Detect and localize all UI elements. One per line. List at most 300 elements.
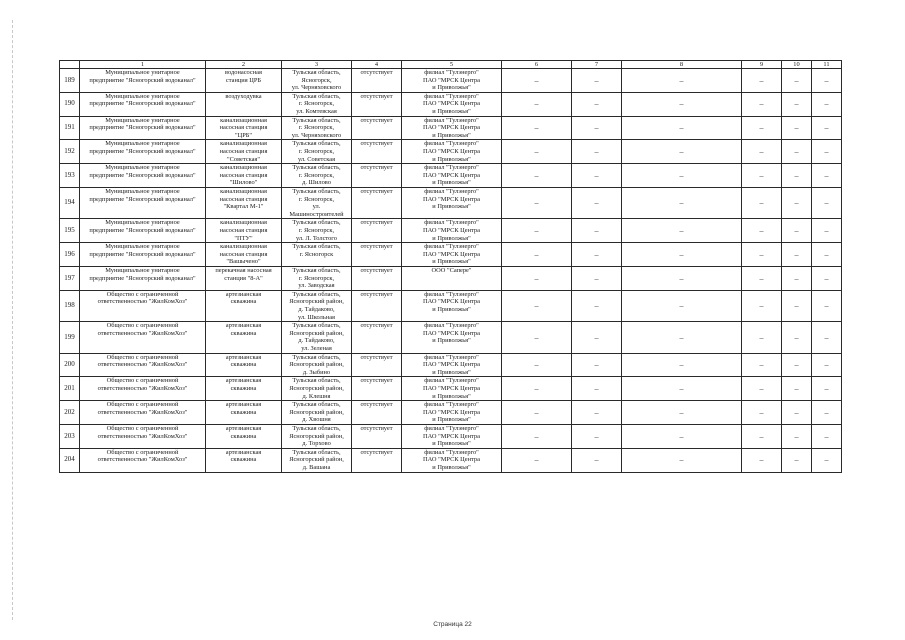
dash-cell-8: – xyxy=(622,116,742,140)
object-cell xyxy=(206,219,282,243)
dash-cell-8: – xyxy=(622,377,742,401)
cell-line: г. Ясногорск, xyxy=(298,100,335,108)
dash-cell-7: – xyxy=(572,266,622,290)
cell-line: и Приволжья" xyxy=(432,440,471,448)
dash-cell-7: – xyxy=(572,424,622,448)
address-cell xyxy=(282,424,352,448)
dash-cell-8: – xyxy=(622,448,742,472)
cell-line: г. Ясногорск, xyxy=(298,124,335,132)
table-row xyxy=(60,377,842,401)
cell-line: скважина xyxy=(230,456,257,464)
status-cell: отсутствует xyxy=(352,140,402,164)
cell-line: Тульская область, xyxy=(292,290,341,298)
dash-cell-10: – xyxy=(782,69,812,93)
cell-line: филиал "Тулэнерго" xyxy=(424,140,479,148)
cell-line: скважина xyxy=(230,432,257,440)
dash-cell-8: – xyxy=(622,322,742,353)
status-cell: отсутствует xyxy=(352,424,402,448)
cell-line: Тульская область, xyxy=(292,140,341,148)
cell-line: Муниципальное унитарное xyxy=(105,69,180,76)
dash-cell-7: – xyxy=(572,243,622,267)
network-cell xyxy=(402,401,502,425)
address-cell xyxy=(282,187,352,218)
status-cell: отсутствует xyxy=(352,322,402,353)
cell-line: артезианская xyxy=(225,290,262,298)
cell-line: канализационная xyxy=(220,187,267,195)
status-cell: отсутствует xyxy=(352,353,402,377)
dash-cell-10: – xyxy=(782,164,812,188)
object-cell xyxy=(206,448,282,472)
dash-cell-8: – xyxy=(622,219,742,243)
cell-line: ПАО "МРСК Центра xyxy=(423,298,480,306)
cell-line: предприятие "Ясногорский водоканал" xyxy=(89,195,196,203)
cell-line: ул. xyxy=(312,203,321,211)
cell-line: филиал "Тулэнерго" xyxy=(424,164,479,172)
dash-cell-6: – xyxy=(502,164,572,188)
cell-line: предприятие "Ясногорский водоканал" xyxy=(89,147,196,155)
cell-line: г. Ясногорск, xyxy=(298,195,335,203)
column-number-row xyxy=(60,61,842,69)
row-number: 204 xyxy=(60,448,80,472)
cell-line: предприятие "Ясногорский водоканал" xyxy=(89,124,196,132)
cell-line: г. Ясногорск, xyxy=(298,171,335,179)
header-cell-1: 1 xyxy=(80,61,206,69)
cell-line: Общество с ограниченной xyxy=(106,322,179,330)
network-cell xyxy=(402,353,502,377)
cell-line: Тульская область, xyxy=(292,92,341,100)
dash-cell-11: – xyxy=(812,448,842,472)
dash-cell-7: – xyxy=(572,448,622,472)
network-cell xyxy=(402,69,502,93)
dash-cell-9: – xyxy=(742,92,782,116)
cell-line: филиал "Тулэнерго" xyxy=(424,377,479,385)
dash-cell-11: – xyxy=(812,290,842,321)
cell-line: Ясногорский район, xyxy=(289,361,344,369)
owner-cell xyxy=(80,187,206,218)
cell-line: Муниципальное унитарное xyxy=(105,164,180,172)
dash-cell-9: – xyxy=(742,448,782,472)
dash-cell-6: – xyxy=(502,377,572,401)
cell-line: Тульская область, xyxy=(292,424,341,432)
header-cell-9: 9 xyxy=(742,61,782,69)
dash-cell-11: – xyxy=(812,322,842,353)
dash-cell-11: – xyxy=(812,377,842,401)
cell-line: насосная станция xyxy=(219,226,268,234)
row-number: 189 xyxy=(60,69,80,93)
status-cell: отсутствует xyxy=(352,448,402,472)
cell-line: ответственностью "ЖилКомХоз" xyxy=(97,298,188,306)
dash-cell-9: – xyxy=(742,266,782,290)
object-cell xyxy=(206,377,282,401)
address-cell xyxy=(282,116,352,140)
cell-line: филиал "Тулэнерго" xyxy=(424,353,479,361)
owner-cell xyxy=(80,140,206,164)
cell-line: и Приволжья" xyxy=(432,368,471,376)
network-cell xyxy=(402,219,502,243)
header-cell-4: 4 xyxy=(352,61,402,69)
dash-cell-6: – xyxy=(502,353,572,377)
cell-line: филиал "Тулэнерго" xyxy=(424,116,479,124)
dash-cell-6: – xyxy=(502,290,572,321)
cell-line: канализационная xyxy=(220,219,267,227)
cell-line: ПАО "МРСК Центра xyxy=(423,250,480,258)
cell-line: скважина xyxy=(230,408,257,416)
dash-cell-7: – xyxy=(572,92,622,116)
owner-cell xyxy=(80,116,206,140)
dash-cell-9: – xyxy=(742,164,782,188)
dash-cell-9: – xyxy=(742,424,782,448)
owner-cell xyxy=(80,219,206,243)
dash-cell-8: – xyxy=(622,243,742,267)
address-cell xyxy=(282,140,352,164)
owner-cell xyxy=(80,266,206,290)
dash-cell-6: – xyxy=(502,322,572,353)
object-cell xyxy=(206,266,282,290)
cell-line: Ясногорск, xyxy=(301,76,332,84)
cell-line: Муниципальное унитарное xyxy=(105,219,180,227)
cell-line: скважина xyxy=(230,361,257,369)
dash-cell-6: – xyxy=(502,219,572,243)
dash-cell-6: – xyxy=(502,140,572,164)
cell-line: и Приволжья" xyxy=(432,305,471,313)
row-number: 192 xyxy=(60,140,80,164)
dash-cell-9: – xyxy=(742,140,782,164)
cell-line: ул. Черняховского xyxy=(291,131,342,139)
dash-cell-9: – xyxy=(742,69,782,93)
row-number: 196 xyxy=(60,243,80,267)
dash-cell-7: – xyxy=(572,322,622,353)
cell-line: ответственностью "ЖилКомХоз" xyxy=(97,456,188,464)
row-number: 200 xyxy=(60,353,80,377)
cell-line: Муниципальное унитарное xyxy=(105,92,180,100)
address-cell xyxy=(282,69,352,93)
dash-cell-7: – xyxy=(572,187,622,218)
dash-cell-11: – xyxy=(812,164,842,188)
dash-cell-10: – xyxy=(782,448,812,472)
dash-cell-10: – xyxy=(782,187,812,218)
cell-line: предприятие "Ясногорский водоканал" xyxy=(89,171,196,179)
cell-line: Общество с ограниченной xyxy=(106,290,179,298)
address-cell xyxy=(282,92,352,116)
cell-line: д. Зыбино xyxy=(302,368,331,376)
row-number: 197 xyxy=(60,266,80,290)
cell-line: артезианская xyxy=(225,353,262,361)
dash-cell-9: – xyxy=(742,401,782,425)
cell-line: насосная станция xyxy=(219,171,268,179)
cell-line: предприятие "Ясногорский водоканал" xyxy=(89,76,196,84)
cell-line: Ясногорский район, xyxy=(289,298,344,306)
status-cell: отсутствует xyxy=(352,401,402,425)
cell-line: и Приволжья" xyxy=(432,155,471,163)
cell-line: ответственностью "ЖилКомХоз" xyxy=(97,432,188,440)
cell-line: ул. Л. Толстого xyxy=(296,234,337,242)
cell-line: "Советская" xyxy=(227,155,260,163)
header-cell-8: 8 xyxy=(622,61,742,69)
dash-cell-9: – xyxy=(742,377,782,401)
table-row xyxy=(60,448,842,472)
dash-cell-7: – xyxy=(572,377,622,401)
cell-line: насосная станция xyxy=(219,147,268,155)
dash-cell-7: – xyxy=(572,140,622,164)
cell-line: и Приволжья" xyxy=(432,234,471,242)
object-cell xyxy=(206,353,282,377)
dash-cell-8: – xyxy=(622,164,742,188)
binding-margin-line xyxy=(12,20,13,620)
address-cell xyxy=(282,266,352,290)
cell-line: Тульская область, xyxy=(292,377,341,385)
network-cell xyxy=(402,140,502,164)
header-cell-blank xyxy=(60,61,80,69)
cell-line: и Приволжья" xyxy=(432,107,471,115)
cell-line: филиал "Тулэнерго" xyxy=(424,69,479,76)
cell-line: ПАО "МРСК Центра xyxy=(423,76,480,84)
status-cell: отсутствует xyxy=(352,290,402,321)
dash-cell-10: – xyxy=(782,92,812,116)
cell-line: Муниципальное унитарное xyxy=(105,243,180,251)
dash-cell-8: – xyxy=(622,424,742,448)
status-cell: отсутствует xyxy=(352,164,402,188)
dash-cell-11: – xyxy=(812,243,842,267)
dash-cell-9: – xyxy=(742,243,782,267)
owner-cell xyxy=(80,377,206,401)
cell-line: Тульская область, xyxy=(292,401,341,409)
dash-cell-10: – xyxy=(782,424,812,448)
address-cell xyxy=(282,401,352,425)
cell-line: канализационная xyxy=(220,140,267,148)
cell-line: Ясногорский район, xyxy=(289,456,344,464)
cell-line: Муниципальное унитарное xyxy=(105,116,180,124)
table-row xyxy=(60,353,842,377)
cell-line: предприятие "Ясногорский водоканал" xyxy=(89,274,196,282)
dash-cell-10: – xyxy=(782,401,812,425)
table-row xyxy=(60,69,842,93)
cell-line: ул. Школьная xyxy=(298,313,335,321)
dash-cell-11: – xyxy=(812,140,842,164)
row-number: 195 xyxy=(60,219,80,243)
cell-line: ООО "Сапере" xyxy=(431,266,472,274)
cell-line: Ясногорский район, xyxy=(289,384,344,392)
cell-line: ул. Черняховского xyxy=(291,84,342,92)
cell-line: Машиностроителей xyxy=(289,210,344,218)
network-cell xyxy=(402,164,502,188)
dash-cell-9: – xyxy=(742,353,782,377)
dash-cell-11: – xyxy=(812,219,842,243)
cell-line: д. Торхово xyxy=(302,440,331,448)
cell-line: "ПТУ" xyxy=(234,234,253,242)
cell-line: и Приволжья" xyxy=(432,179,471,187)
dash-cell-11: – xyxy=(812,401,842,425)
table-row xyxy=(60,424,842,448)
cell-line: Тульская область, xyxy=(292,164,341,172)
table-row xyxy=(60,322,842,353)
header-cell-5: 5 xyxy=(402,61,502,69)
dash-cell-6: – xyxy=(502,69,572,93)
object-cell xyxy=(206,243,282,267)
cell-line: ул. Заводская xyxy=(298,282,335,290)
cell-line: Муниципальное унитарное xyxy=(105,140,180,148)
dash-cell-9: – xyxy=(742,187,782,218)
cell-line: Общество с ограниченной xyxy=(106,448,179,456)
cell-line: филиал "Тулэнерго" xyxy=(424,290,479,298)
header-cell-2: 2 xyxy=(206,61,282,69)
cell-line: Муниципальное унитарное xyxy=(105,187,180,195)
cell-line: д. Тайдаково, xyxy=(298,337,335,345)
cell-line: ПАО "МРСК Центра xyxy=(423,361,480,369)
cell-line: и Приволжья" xyxy=(432,392,471,400)
cell-line: ответственностью "ЖилКомХоз" xyxy=(97,329,188,337)
cell-line: "ЦРБ" xyxy=(234,131,253,139)
row-number: 199 xyxy=(60,322,80,353)
dash-cell-10: – xyxy=(782,290,812,321)
cell-line: артезианская xyxy=(225,424,262,432)
header-cell-10: 10 xyxy=(782,61,812,69)
cell-line: г. Ясногорск, xyxy=(298,274,335,282)
cell-line: скважина xyxy=(230,298,257,306)
cell-line: г. Ясногорск, xyxy=(298,226,335,234)
cell-line: предприятие "Ясногорский водоканал" xyxy=(89,100,196,108)
cell-line: насосная станция xyxy=(219,250,268,258)
header-cell-3: 3 xyxy=(282,61,352,69)
owner-cell xyxy=(80,69,206,93)
table-row xyxy=(60,266,842,290)
cell-line: Тульская область, xyxy=(292,187,341,195)
cell-line: и Приволжья" xyxy=(432,84,471,92)
dash-cell-9: – xyxy=(742,219,782,243)
network-cell xyxy=(402,424,502,448)
cell-line: ПАО "МРСК Центра xyxy=(423,408,480,416)
network-cell xyxy=(402,187,502,218)
dash-cell-6: – xyxy=(502,187,572,218)
cell-line: Тульская область, xyxy=(292,243,341,251)
table-row xyxy=(60,164,842,188)
table-row xyxy=(60,219,842,243)
status-cell: отсутствует xyxy=(352,243,402,267)
dash-cell-7: – xyxy=(572,219,622,243)
dash-cell-11: – xyxy=(812,69,842,93)
cell-line: предприятие "Ясногорский водоканал" xyxy=(89,250,196,258)
dash-cell-10: – xyxy=(782,266,812,290)
row-number: 201 xyxy=(60,377,80,401)
cell-line: филиал "Тулэнерго" xyxy=(424,187,479,195)
table-row xyxy=(60,290,842,321)
dash-cell-8: – xyxy=(622,353,742,377)
cell-line: ул. Советская xyxy=(297,155,336,163)
table-row xyxy=(60,116,842,140)
dash-cell-6: – xyxy=(502,116,572,140)
network-cell xyxy=(402,243,502,267)
cell-line: д. Шилово xyxy=(302,179,331,187)
owner-cell xyxy=(80,322,206,353)
dash-cell-8: – xyxy=(622,266,742,290)
cell-line: станция "8-А" xyxy=(224,274,263,282)
cell-line: Тульская область, xyxy=(292,353,341,361)
cell-line: филиал "Тулэнерго" xyxy=(424,424,479,432)
header-cell-11: 11 xyxy=(812,61,842,69)
cell-line: ул. Комтевская xyxy=(296,107,337,115)
cell-line: и Приволжья" xyxy=(432,416,471,424)
cell-line: д. Клешня xyxy=(302,392,331,400)
dash-cell-11: – xyxy=(812,187,842,218)
owner-cell xyxy=(80,448,206,472)
row-number: 191 xyxy=(60,116,80,140)
dash-cell-7: – xyxy=(572,401,622,425)
status-cell: отсутствует xyxy=(352,69,402,93)
cell-line: ответственностью "ЖилКомХоз" xyxy=(97,408,188,416)
dash-cell-8: – xyxy=(622,401,742,425)
row-number: 193 xyxy=(60,164,80,188)
dash-cell-7: – xyxy=(572,164,622,188)
cell-line: Тульская область, xyxy=(292,266,341,274)
cell-line: д. Тайдаково, xyxy=(298,305,335,313)
row-number: 198 xyxy=(60,290,80,321)
owner-cell xyxy=(80,290,206,321)
table-row xyxy=(60,140,842,164)
owner-cell xyxy=(80,353,206,377)
cell-line: скважина xyxy=(230,384,257,392)
cell-line: перекачная насосная xyxy=(215,266,272,274)
network-cell xyxy=(402,448,502,472)
cell-line: ПАО "МРСК Центра xyxy=(423,456,480,464)
dash-cell-10: – xyxy=(782,219,812,243)
object-cell xyxy=(206,69,282,93)
owner-cell xyxy=(80,243,206,267)
cell-line: ПАО "МРСК Центра xyxy=(423,147,480,155)
status-cell: отсутствует xyxy=(352,116,402,140)
network-cell xyxy=(402,116,502,140)
address-cell xyxy=(282,322,352,353)
dash-cell-10: – xyxy=(782,322,812,353)
header-cell-7: 7 xyxy=(572,61,622,69)
dash-cell-7: – xyxy=(572,353,622,377)
table-row xyxy=(60,401,842,425)
dash-cell-10: – xyxy=(782,377,812,401)
dash-cell-11: – xyxy=(812,353,842,377)
address-cell xyxy=(282,164,352,188)
cell-line: водонасосная xyxy=(225,69,262,76)
cell-line: Общество с ограниченной xyxy=(106,401,179,409)
dash-cell-9: – xyxy=(742,290,782,321)
table-row xyxy=(60,92,842,116)
dash-cell-8: – xyxy=(622,92,742,116)
cell-line: и Приволжья" xyxy=(432,463,471,471)
dash-cell-10: – xyxy=(782,243,812,267)
cell-line: "Шилово" xyxy=(229,179,258,187)
cell-line: артезианская xyxy=(225,448,262,456)
object-cell xyxy=(206,401,282,425)
cell-line: филиал "Тулэнерго" xyxy=(424,448,479,456)
dash-cell-11: – xyxy=(812,266,842,290)
cell-line: и Приволжья" xyxy=(432,337,471,345)
owner-cell xyxy=(80,424,206,448)
header-cell-6: 6 xyxy=(502,61,572,69)
dash-cell-7: – xyxy=(572,290,622,321)
cell-line: насосная станция xyxy=(219,124,268,132)
cell-line: воздуходувка xyxy=(225,92,262,100)
cell-line: Тульская область, xyxy=(292,322,341,330)
object-cell xyxy=(206,92,282,116)
cell-line: ПАО "МРСК Центра xyxy=(423,100,480,108)
dash-cell-6: – xyxy=(502,448,572,472)
cell-line: "Вашычено" xyxy=(226,258,261,266)
object-cell xyxy=(206,164,282,188)
cell-line: ПАО "МРСК Центра xyxy=(423,329,480,337)
cell-line: ответственностью "ЖилКомХоз" xyxy=(97,361,188,369)
cell-line: Ясногорский район, xyxy=(289,432,344,440)
row-number: 202 xyxy=(60,401,80,425)
object-cell xyxy=(206,187,282,218)
cell-line: канализационная xyxy=(220,116,267,124)
page-number: Страница 22 xyxy=(433,621,472,628)
